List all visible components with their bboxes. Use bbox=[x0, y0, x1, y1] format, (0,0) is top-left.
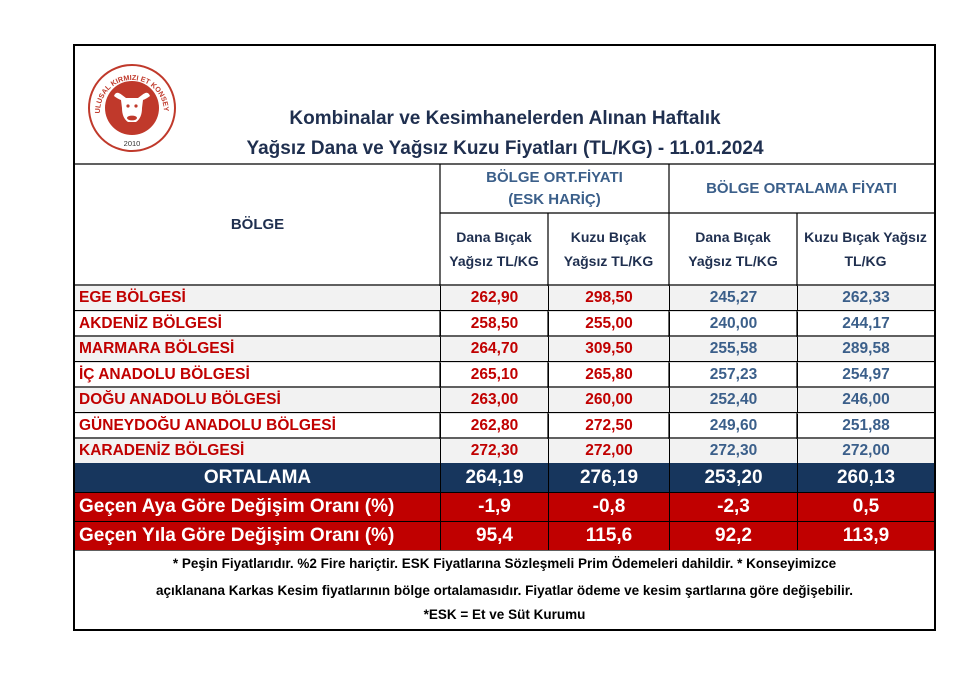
average-value: 276,19 bbox=[548, 463, 669, 492]
header-col-kuzu-avg: Kuzu Bıçak Yağsız TL/KG bbox=[804, 229, 927, 269]
kuzu-esk-price: 255,00 bbox=[548, 312, 669, 336]
average-value: 253,20 bbox=[669, 463, 797, 492]
change-month-value: -1,9 bbox=[440, 492, 548, 521]
dana-esk-price: 262,90 bbox=[440, 286, 548, 310]
kuzu-esk-price: 309,50 bbox=[548, 337, 669, 361]
change-year-label: Geçen Yıla Göre Değişim Oranı (%) bbox=[75, 521, 440, 550]
change-year-value: 115,6 bbox=[548, 521, 669, 550]
ulusal-kirmizi-et-konseyi-logo bbox=[86, 62, 178, 154]
change-year-value: 92,2 bbox=[669, 521, 797, 550]
region-name: EGE BÖLGESİ bbox=[75, 286, 440, 310]
dana-avg-price: 252,40 bbox=[669, 388, 797, 412]
region-name: MARMARA BÖLGESİ bbox=[75, 337, 440, 361]
region-name: DOĞU ANADOLU BÖLGESİ bbox=[75, 388, 440, 412]
dana-avg-price: 240,00 bbox=[669, 312, 797, 336]
dana-esk-price: 272,30 bbox=[440, 439, 548, 463]
title-line-2: Yağsız Dana ve Yağsız Kuzu Fiyatları (TL/KG) - 11.01.2024 bbox=[246, 138, 764, 159]
logo-ring-text: ULUSAL KIRMIZI ET KONSEY bbox=[92, 72, 172, 114]
change-month-value: 0,5 bbox=[797, 492, 934, 521]
header-region: BÖLGE bbox=[230, 215, 285, 233]
kuzu-avg-price: 246,00 bbox=[797, 388, 934, 412]
change-month-value: -2,3 bbox=[669, 492, 797, 521]
change-month-label: Geçen Aya Göre Değişim Oranı (%) bbox=[75, 492, 440, 521]
kuzu-esk-price: 265,80 bbox=[548, 363, 669, 387]
region-name: AKDENİZ BÖLGESİ bbox=[79, 314, 222, 332]
dana-avg-price: 245,27 bbox=[669, 286, 797, 310]
footnote-line-2: açıklanana Karkas Kesim fiyatlarının bölge ortalamasıdır. Fiyatlar ödeme ve kesim şartlarına göre değişebilir. bbox=[155, 583, 854, 598]
region-name: GÜNEYDOĞU ANADOLU BÖLGESİ bbox=[79, 416, 336, 434]
dana-avg-price: 249,60 bbox=[669, 414, 797, 438]
kuzu-esk-price: 298,50 bbox=[548, 286, 669, 310]
dana-avg-price: 255,58 bbox=[669, 337, 797, 361]
kuzu-avg-price: 262,33 bbox=[797, 286, 934, 310]
change-year-value: 113,9 bbox=[797, 521, 934, 550]
change-month-value: -0,8 bbox=[548, 492, 669, 521]
kuzu-avg-price: 251,88 bbox=[797, 414, 934, 438]
dana-avg-price: 257,23 bbox=[669, 363, 797, 387]
page-title bbox=[180, 104, 830, 164]
dana-esk-price: 265,10 bbox=[440, 363, 548, 387]
title-line-1: Kombinalar ve Kesimhanelerden Alınan Haftalık bbox=[289, 108, 721, 129]
kuzu-avg-price: 244,17 bbox=[797, 312, 934, 336]
average-value: 264,19 bbox=[440, 463, 548, 492]
logo-year: 2010 bbox=[123, 139, 141, 148]
change-year-value: 95,4 bbox=[440, 521, 548, 550]
kuzu-avg-price: 254,97 bbox=[797, 363, 934, 387]
average-value: 260,13 bbox=[797, 463, 934, 492]
dana-esk-price: 263,00 bbox=[440, 388, 548, 412]
header-group-average: BÖLGE ORTALAMA FİYATI bbox=[706, 179, 897, 197]
region-name: İÇ ANADOLU BÖLGESİ bbox=[79, 365, 250, 383]
kuzu-esk-price: 272,50 bbox=[548, 414, 669, 438]
dana-esk-price: 262,80 bbox=[440, 414, 548, 438]
dana-esk-price: 258,50 bbox=[440, 312, 548, 336]
dana-avg-price: 272,30 bbox=[669, 439, 797, 463]
kuzu-avg-price: 289,58 bbox=[797, 337, 934, 361]
kuzu-esk-price: 260,00 bbox=[548, 388, 669, 412]
dana-esk-price: 264,70 bbox=[440, 337, 548, 361]
header-group-esk-excluded: BÖLGE ORT.FİYATI (ESK HARİÇ) bbox=[486, 168, 623, 208]
region-name: KARADENİZ BÖLGESİ bbox=[75, 439, 440, 463]
header-col-dana-avg: Dana Bıçak Yağsız TL/KG bbox=[688, 229, 778, 269]
footnote-line-3: *ESK = Et ve Süt Kurumu bbox=[423, 607, 586, 622]
kuzu-esk-price: 272,00 bbox=[548, 439, 669, 463]
header-col-dana-esk: Dana Bıçak Yağsız TL/KG bbox=[449, 229, 539, 269]
average-label: ORTALAMA bbox=[75, 463, 440, 492]
kuzu-avg-price: 272,00 bbox=[797, 439, 934, 463]
footnote-line-1: * Peşin Fiyatlarıdır. %2 Fire hariçtir. ESK Fiyatlarına Sözleşmeli Prim Ödemeleri dahildir. * Konseyimizce bbox=[172, 556, 837, 571]
header-col-kuzu-esk: Kuzu Bıçak Yağsız TL/KG bbox=[563, 229, 654, 269]
